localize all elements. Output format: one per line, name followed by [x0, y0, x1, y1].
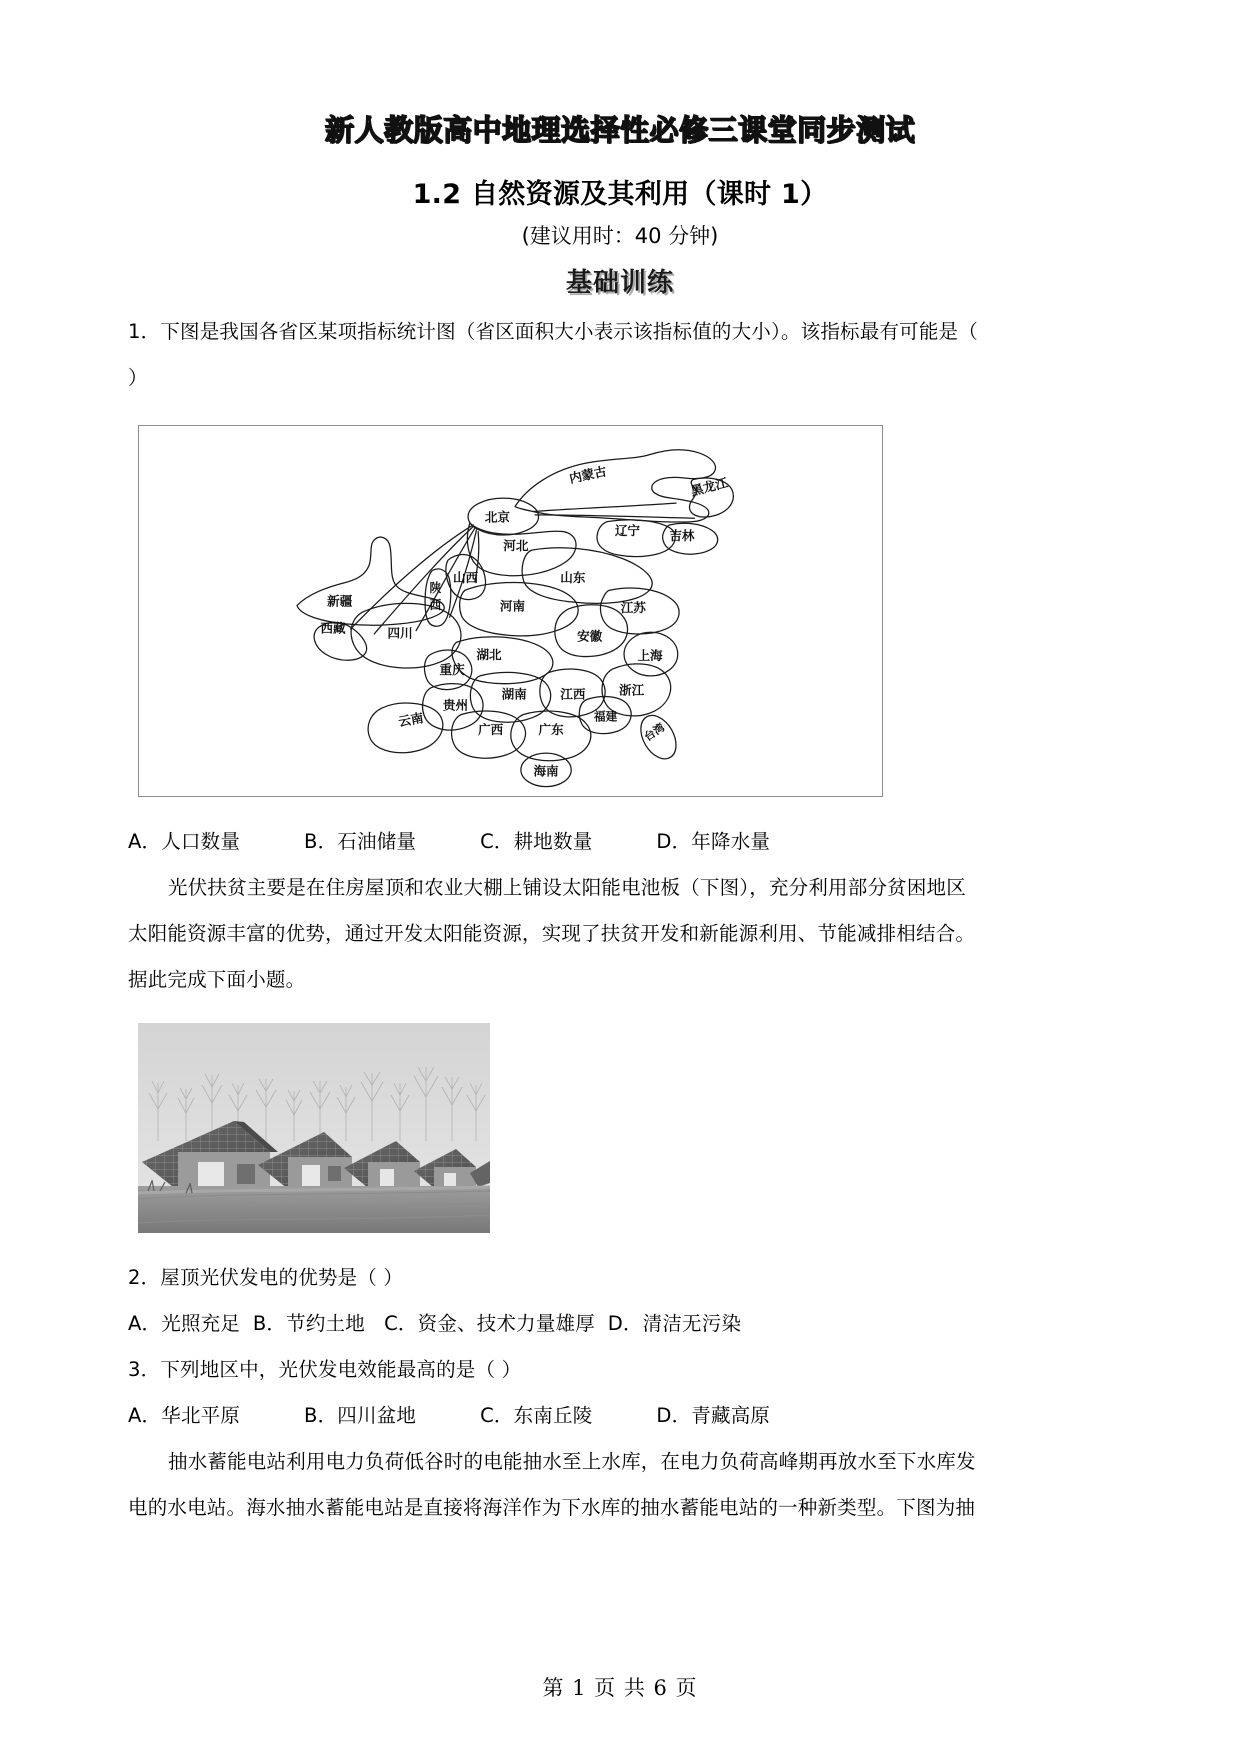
question-1-options: A．人口数量 B．石油储量 C．耕地数量 D．年降水量 — [128, 830, 771, 853]
map-label-xizang: 西藏 — [320, 620, 346, 636]
map-label-henan: 河南 — [499, 598, 526, 614]
map-label-hebei: 河北 — [503, 538, 529, 554]
province-outlines — [297, 450, 733, 787]
rooftop-solar-photo-svg — [138, 1023, 490, 1233]
china-cartogram-svg — [139, 426, 881, 795]
map-label-yunnan: 云南 — [397, 710, 425, 730]
map-label-neimenggu: 内蒙古 — [567, 463, 608, 486]
page-footer: 第 1 页 共 6 页 — [542, 1676, 698, 1700]
suggested-time-note: (建议用时：40 分钟) — [521, 224, 719, 248]
passage-1-line-2: 太阳能资源丰富的优势，通过开发太阳能资源，实现了扶贫开发和新能源利用、节能减排相结合。 — [128, 922, 976, 945]
map-label-anhui: 安徽 — [577, 628, 603, 644]
question-1-stem-line-1: 1．下图是我国各省区某项指标统计图（省区面积大小表示该指标值的大小）。该指标最有可能是（ — [128, 320, 978, 343]
map-label-xi: 西 — [429, 597, 442, 612]
document-title: 新人教版高中地理选择性必修三课堂同步测试 — [324, 113, 915, 147]
figure-china-cartogram — [138, 425, 883, 797]
map-label-beijing: 北京 — [484, 509, 510, 525]
section-title-basic-training: 基础训练 — [565, 268, 674, 298]
map-label-guizhou: 贵州 — [442, 697, 469, 713]
question-1-stem-line-2: ） — [128, 366, 148, 389]
document-subtitle: 1.2 自然资源及其利用（课时 1） — [412, 179, 828, 210]
map-label-guangxi: 广西 — [478, 721, 504, 737]
question-3-options: A．华北平原 B．四川盆地 C．东南丘陵 D．青藏高原 — [128, 1404, 771, 1427]
map-label-shanxi: 山西 — [452, 569, 479, 585]
map-label-shanghai: 上海 — [637, 647, 663, 663]
map-label-shandong: 山东 — [560, 569, 586, 585]
map-label-jiangxi: 江西 — [560, 686, 586, 702]
passage-2-line-2: 电的水电站。海水抽水蓄能电站是直接将海洋作为下水库的抽水蓄能电站的一种新类型。下图为抽 — [128, 1496, 976, 1519]
map-label-chongqing: 重庆 — [439, 662, 465, 678]
map-label-hubei: 湖北 — [476, 647, 502, 663]
passage-2-line-1: 抽水蓄能电站利用电力负荷低谷时的电能抽水至上水库，在电力负荷高峰期再放水至下水库发 — [168, 1450, 976, 1473]
map-label-jiangsu: 江苏 — [620, 600, 646, 616]
map-label-hainan: 海南 — [533, 763, 559, 779]
map-label-fujian: 福建 — [593, 709, 618, 724]
figure-rooftop-solar-photo — [138, 1023, 490, 1233]
spacer — [128, 1233, 1112, 1255]
map-label-taiwan: 台湾 — [641, 720, 668, 744]
map-label-xinjiang: 新疆 — [327, 593, 353, 609]
spacer — [128, 299, 1112, 309]
map-label-heilongjiang: 黑龙江 — [689, 474, 730, 499]
photo-ground — [138, 1186, 490, 1233]
passage-1-line-3: 据此完成下面小题。 — [128, 968, 306, 991]
map-label-sichuan: 四川 — [387, 625, 413, 641]
map-label-liaoning: 辽宁 — [614, 523, 640, 539]
map-label-zhejiang: 浙江 — [619, 682, 645, 698]
question-3-stem: 3．下列地区中，光伏发电效能最高的是（ ） — [128, 1358, 522, 1381]
map-label-hunan: 湖南 — [501, 686, 527, 702]
question-2-stem: 2．屋顶光伏发电的优势是（ ） — [128, 1266, 404, 1289]
map-label-jilin: 吉林 — [669, 528, 695, 544]
spacer — [128, 797, 1112, 819]
map-label-shaan: 陕 — [429, 581, 442, 596]
map-label-guangdong: 广东 — [538, 721, 564, 737]
question-2-options: A．光照充足 B．节约土地 C．资金、技术力量雄厚 D．清洁无污染 — [128, 1312, 742, 1335]
passage-1-line-1: 光伏扶贫主要是在住房屋顶和农业大棚上铺设太阳能电池板（下图），充分利用部分贫困地区 — [168, 876, 966, 899]
